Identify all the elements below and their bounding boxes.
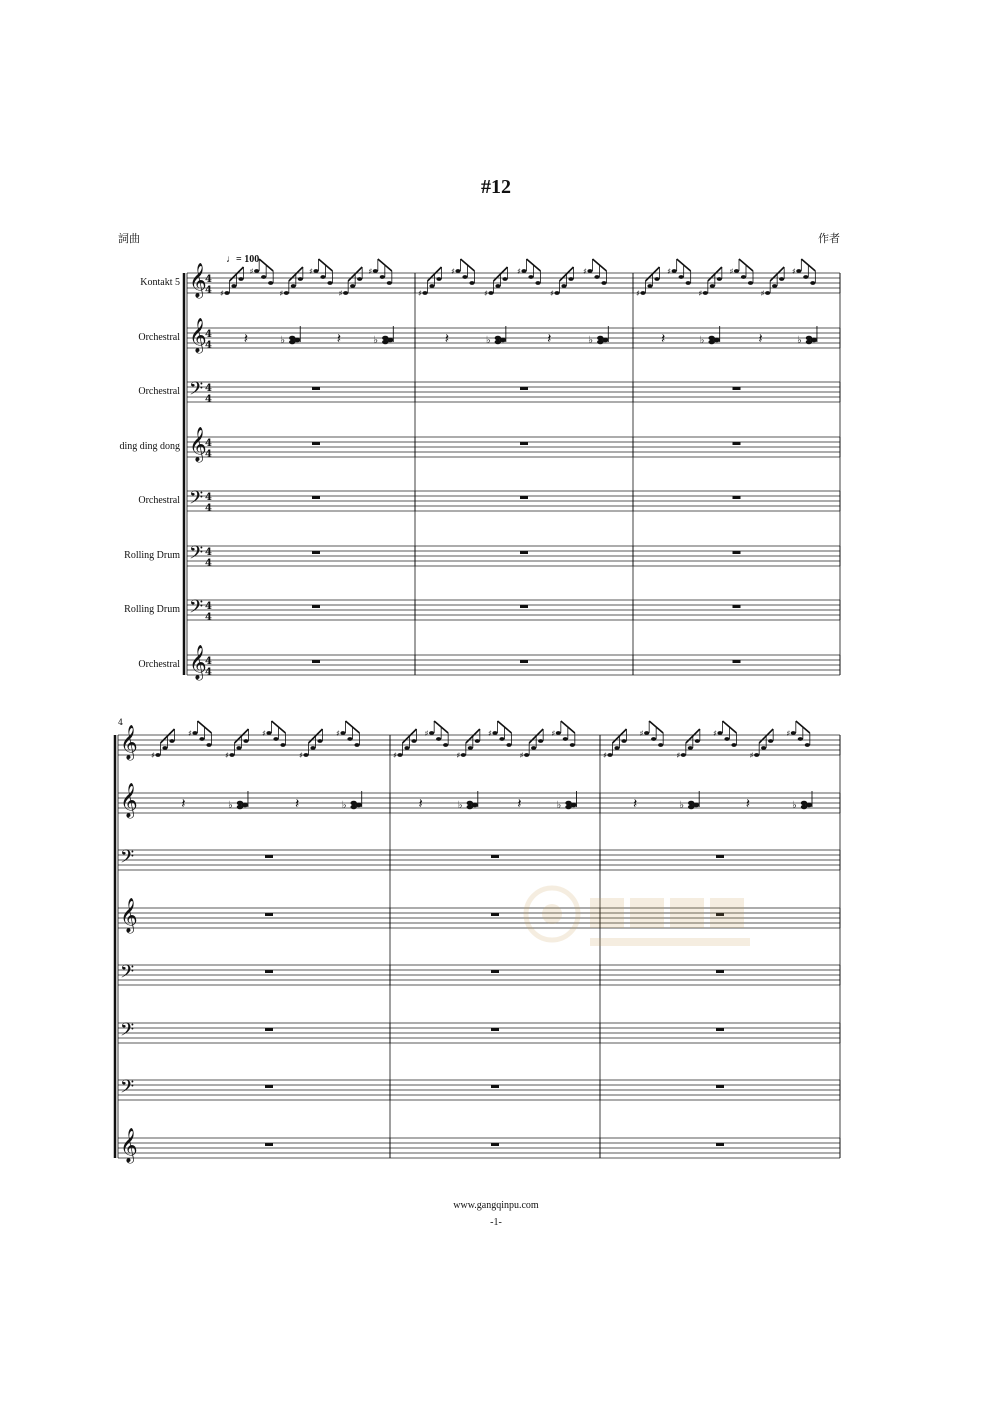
whole-rest [733, 551, 741, 554]
note-head [644, 731, 649, 735]
flat-accidental: ♭ [227, 800, 233, 811]
quarter-rest: 𝄽 [547, 331, 552, 347]
note-head [681, 753, 686, 757]
note-head [310, 746, 315, 750]
treble-clef-icon: 𝄞 [189, 427, 207, 462]
quarter-rest: 𝄽 [418, 796, 423, 812]
note-head [280, 743, 285, 747]
lyricist-label: 詞曲 [118, 233, 140, 245]
note-head [224, 291, 229, 295]
note-head [531, 746, 536, 750]
instrument-label: Orchestral [138, 332, 180, 343]
time-signature-bottom: 4 [205, 285, 212, 296]
note-head [772, 284, 777, 288]
flat-accidental: ♭ [699, 335, 705, 346]
time-signature-top: 4 [205, 547, 212, 558]
treble-clef-icon: 𝄞 [120, 1128, 138, 1163]
note-head [556, 731, 561, 735]
quarter-rest: 𝄽 [745, 796, 751, 812]
note-head [468, 746, 473, 750]
note-head [327, 281, 332, 285]
bass-clef-icon: 𝄢 [120, 1020, 135, 1045]
note-head [798, 737, 803, 741]
note-head [455, 269, 460, 273]
note-head [640, 291, 645, 295]
note-head [765, 291, 770, 295]
note-head [469, 281, 474, 285]
bass-clef-icon: 𝄢 [120, 1077, 135, 1102]
note-head [343, 291, 348, 295]
treble-clef-icon: 𝄞 [189, 318, 207, 353]
note-head [429, 731, 434, 735]
quarter-note-icon: ♩ [226, 254, 236, 265]
sharp-accidental: ♯ [279, 289, 284, 298]
note-head [587, 269, 592, 273]
quarter-rest: 𝄽 [444, 331, 449, 347]
note-head [404, 746, 409, 750]
chord [570, 803, 576, 808]
time-signature-bottom: 4 [205, 612, 212, 623]
note-head [291, 284, 296, 288]
bass-clef-icon: 𝄢 [189, 379, 204, 404]
note-head [199, 737, 204, 741]
note-head [155, 753, 160, 757]
flat-accidental: ♭ [556, 800, 562, 811]
note-head [686, 281, 691, 285]
instrument-label: Rolling Drum [124, 604, 180, 615]
quarter-rest: 𝄽 [633, 796, 638, 812]
note-head [754, 753, 759, 757]
whole-rest [491, 970, 499, 973]
score-title: #12 [481, 176, 511, 198]
note-head [387, 281, 392, 285]
sharp-accidental: ♯ [636, 289, 640, 298]
note-head [422, 291, 427, 295]
note-head [347, 737, 352, 741]
whole-rest [733, 496, 741, 499]
flat-accidental: ♭ [588, 335, 594, 346]
whole-rest [733, 660, 741, 663]
sharp-accidental: ♯ [517, 267, 521, 276]
note-head [488, 291, 493, 295]
sharp-accidental: ♯ [368, 267, 373, 276]
note-head [607, 753, 612, 757]
sharp-accidental: ♯ [603, 751, 607, 760]
note-head [535, 281, 540, 285]
note-head [499, 737, 504, 741]
note-head [357, 277, 362, 281]
bass-clef-icon: 𝄢 [189, 543, 204, 568]
composer-label: 作者 [818, 233, 840, 245]
note-head [495, 284, 500, 288]
note-head [380, 275, 385, 279]
sharp-accidental: ♯ [667, 267, 672, 276]
time-signature-top: 4 [205, 656, 212, 667]
watermark-logo [520, 880, 760, 965]
note-head [238, 277, 243, 281]
note-head [779, 277, 784, 281]
note-head [320, 275, 325, 279]
sharp-accidental: ♯ [309, 267, 313, 276]
sharp-accidental: ♯ [583, 267, 587, 276]
note-head [538, 739, 543, 743]
chord [602, 338, 608, 343]
sharp-accidental: ♯ [551, 729, 556, 738]
treble-clef-icon: 𝄞 [120, 725, 138, 760]
page-number: -1- [490, 1217, 502, 1228]
note-head [688, 746, 693, 750]
flat-accidental: ♭ [796, 335, 802, 346]
note-head [506, 743, 511, 747]
whole-rest [265, 913, 273, 916]
sharp-accidental: ♯ [676, 751, 681, 760]
sharp-accidental: ♯ [729, 267, 734, 276]
note-head [651, 737, 656, 741]
chord [387, 338, 393, 343]
time-signature-top: 4 [205, 438, 212, 449]
measure-number: 4 [118, 718, 124, 727]
note-head [554, 291, 559, 295]
whole-rest [520, 605, 528, 608]
sharp-accidental: ♯ [698, 289, 703, 298]
chord [472, 803, 478, 808]
whole-rest [312, 496, 320, 499]
note-head [796, 269, 801, 273]
whole-rest [312, 442, 320, 445]
note-head [411, 739, 416, 743]
note-head [734, 269, 739, 273]
sharp-accidental: ♯ [249, 267, 254, 276]
note-head [206, 743, 211, 747]
note-head [373, 269, 378, 273]
time-signature-bottom: 4 [205, 667, 212, 678]
bass-clef-icon: 𝄢 [120, 847, 135, 872]
whole-rest [265, 1028, 273, 1031]
instrument-label: Kontakt 5 [140, 277, 180, 288]
chord [693, 803, 699, 808]
note-head [568, 277, 573, 281]
bass-clef-icon: 𝄢 [189, 597, 204, 622]
note-head [621, 739, 626, 743]
sharp-accidental: ♯ [393, 751, 397, 760]
whole-rest [491, 913, 499, 916]
note-head [741, 275, 746, 279]
chord [806, 803, 812, 808]
treble-clef-icon: 𝄞 [189, 263, 207, 298]
note-head [162, 746, 167, 750]
whole-rest [491, 855, 499, 858]
quarter-rest: 𝄽 [661, 331, 666, 347]
sharp-accidental: ♯ [713, 729, 717, 738]
bass-clef-icon: 𝄢 [189, 488, 204, 513]
note-head [521, 269, 526, 273]
note-head [810, 281, 815, 285]
sharp-accidental: ♯ [336, 729, 340, 738]
sharp-accidental: ♯ [519, 751, 524, 760]
whole-rest [265, 970, 273, 973]
note-head [443, 743, 448, 747]
sharp-accidental: ♯ [456, 751, 461, 760]
whole-rest [733, 605, 741, 608]
note-head [768, 739, 773, 743]
whole-rest [716, 1085, 724, 1088]
instrument-label: Orchestral [138, 386, 180, 397]
quarter-rest: 𝄽 [517, 796, 522, 812]
note-head [429, 284, 434, 288]
note-head [717, 731, 722, 735]
time-signature-top: 4 [205, 383, 212, 394]
time-signature-bottom: 4 [205, 394, 212, 405]
sharp-accidental: ♯ [484, 289, 488, 298]
whole-rest [312, 660, 320, 663]
whole-rest [312, 605, 320, 608]
note-head [261, 275, 266, 279]
instrument-label: Rolling Drum [124, 550, 180, 561]
whole-rest [520, 496, 528, 499]
flat-accidental: ♭ [679, 800, 684, 811]
note-head [654, 277, 659, 281]
note-head [695, 739, 700, 743]
time-signature-top: 4 [205, 329, 212, 340]
sharp-accidental: ♯ [299, 751, 303, 760]
quarter-rest: 𝄽 [181, 796, 186, 812]
instrument-label: Orchestral [138, 659, 180, 670]
note-head [266, 731, 271, 735]
note-head [594, 275, 599, 279]
note-head [717, 277, 722, 281]
note-head [303, 753, 308, 757]
whole-rest [716, 1143, 724, 1146]
note-head [284, 291, 289, 295]
sharp-accidental: ♯ [550, 289, 554, 298]
note-head [647, 284, 652, 288]
note-head [254, 269, 259, 273]
bass-clef-icon: 𝄢 [120, 962, 135, 987]
whole-rest [265, 1143, 273, 1146]
treble-clef-icon: 𝄞 [120, 898, 138, 933]
instrument-label: ding ding dong [119, 441, 180, 452]
note-head [268, 281, 273, 285]
note-head [570, 743, 575, 747]
time-signature-bottom: 4 [205, 449, 212, 460]
sharp-accidental: ♯ [151, 751, 155, 760]
whole-rest [733, 442, 741, 445]
note-head [350, 284, 355, 288]
instrument-label: Orchestral [138, 495, 180, 506]
sharp-accidental: ♯ [220, 289, 224, 298]
note-head [761, 746, 766, 750]
sharp-accidental: ♯ [338, 289, 343, 298]
treble-clef-icon: 𝄞 [120, 783, 138, 818]
sharp-accidental: ♯ [488, 729, 492, 738]
note-head [563, 737, 568, 741]
whole-rest [520, 660, 528, 663]
quarter-rest: 𝄽 [758, 331, 763, 347]
note-head [528, 275, 533, 279]
sharp-accidental: ♯ [225, 751, 229, 760]
sharp-accidental: ♯ [760, 289, 765, 298]
sharp-accidental: ♯ [188, 729, 192, 738]
whole-rest [491, 1143, 499, 1146]
sharp-accidental: ♯ [451, 267, 455, 276]
note-head [731, 743, 736, 747]
quarter-rest: 𝄽 [243, 331, 248, 347]
note-head [397, 753, 402, 757]
chord [811, 338, 817, 343]
treble-clef-icon: 𝄞 [189, 645, 207, 680]
flat-accidental: ♭ [485, 335, 491, 346]
whole-rest [265, 1085, 273, 1088]
flat-accidental: ♭ [280, 335, 285, 346]
note-head [236, 746, 241, 750]
note-head [679, 275, 684, 279]
footer-url: www.gangqinpu.com [453, 1200, 539, 1211]
time-signature-bottom: 4 [205, 558, 212, 569]
time-signature-top: 4 [205, 492, 212, 503]
sharp-accidental: ♯ [749, 751, 754, 760]
whole-rest [716, 1028, 724, 1031]
time-signature-bottom: 4 [205, 340, 212, 351]
note-head [475, 739, 480, 743]
note-head [462, 275, 467, 279]
note-head [748, 281, 753, 285]
sharp-accidental: ♯ [786, 729, 791, 738]
note-head [601, 281, 606, 285]
flat-accidental: ♭ [792, 800, 797, 811]
whole-rest [491, 1028, 499, 1031]
note-head [658, 743, 663, 747]
note-head [229, 753, 234, 757]
whole-rest [265, 855, 273, 858]
note-head [340, 731, 345, 735]
whole-rest [312, 387, 320, 390]
whole-rest [716, 970, 724, 973]
note-head [436, 277, 441, 281]
whole-rest [312, 551, 320, 554]
sharp-accidental: ♯ [791, 267, 796, 276]
note-head [192, 731, 197, 735]
note-head [231, 284, 236, 288]
note-head [461, 753, 466, 757]
sharp-accidental: ♯ [418, 289, 422, 298]
time-signature-bottom: 4 [205, 503, 212, 514]
note-head [703, 291, 708, 295]
whole-rest [491, 1085, 499, 1088]
sharp-accidental: ♯ [262, 729, 266, 738]
note-head [710, 284, 715, 288]
quarter-rest: 𝄽 [295, 796, 300, 812]
note-head [524, 753, 529, 757]
chord [713, 338, 719, 343]
whole-rest [520, 387, 528, 390]
whole-rest [520, 442, 528, 445]
note-head [672, 269, 677, 273]
chord [242, 803, 248, 808]
note-head [502, 277, 507, 281]
note-head [313, 269, 318, 273]
note-head [614, 746, 619, 750]
note-head [805, 743, 810, 747]
whole-rest [520, 551, 528, 554]
note-head [354, 743, 359, 747]
note-head [436, 737, 441, 741]
chord [294, 338, 300, 343]
chord [500, 338, 506, 343]
note-head [273, 737, 278, 741]
note-head [169, 739, 174, 743]
quarter-rest: 𝄽 [336, 331, 342, 347]
chord [356, 803, 362, 808]
time-signature-top: 4 [205, 601, 212, 612]
flat-accidental: ♭ [373, 335, 379, 346]
whole-rest [716, 855, 724, 858]
tempo-value: = 100 [236, 254, 260, 265]
flat-accidental: ♭ [457, 800, 463, 811]
note-head [561, 284, 566, 288]
time-signature-top: 4 [205, 274, 212, 285]
flat-accidental: ♭ [341, 800, 347, 811]
note-head [492, 731, 497, 735]
note-head [243, 739, 248, 743]
sharp-accidental: ♯ [424, 729, 429, 738]
note-head [298, 277, 303, 281]
note-head [803, 275, 808, 279]
note-head [317, 739, 322, 743]
note-head [791, 731, 796, 735]
sharp-accidental: ♯ [639, 729, 644, 738]
note-head [724, 737, 729, 741]
whole-rest [733, 387, 741, 390]
